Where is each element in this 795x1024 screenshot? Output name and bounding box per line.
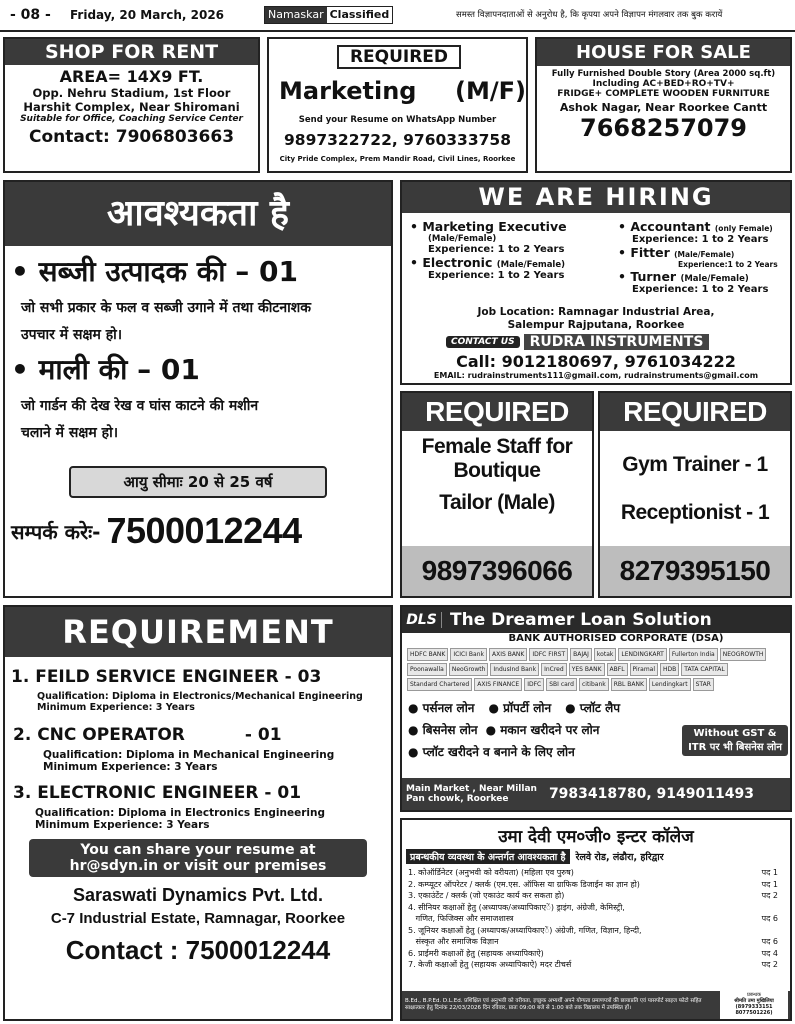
bank-logo: Lendingkart [649, 678, 691, 691]
loan-header [402, 607, 790, 633]
college-footer-text: B.Ed., B.P.Ed. D.L.Ed. प्रशिक्षित एवं अनुभवी को वरीयता, इच्छुक अभ्यर्थी अपने योग्यता प्रमाणपत्रों की छायाप्रति एवं पासपोर्ट साइज फोटो सहित साक्षात्कार हेतु दिनांक 22/03/2026 दिन रविवार, प्रातः 09:00 बजे से 1:00 बजे तक विद्यालय में उपस्थित हों। [405, 998, 702, 1011]
hiring-company: RUDRA INSTRUMENTS [524, 334, 710, 350]
job-accountant-gender: (only Female) [714, 224, 773, 233]
loan-logo: DLS [402, 612, 442, 628]
vacancy-count: पद 6 [761, 937, 778, 946]
shop-area: AREA= 14X9 FT. [59, 67, 204, 86]
college-subtitle: प्रबन्धकीय व्यवस्था के अन्तर्गत आवश्यकता है [406, 849, 570, 864]
bank-logo: Piramal [630, 663, 659, 676]
bank-logo: YES BANK [569, 663, 605, 676]
bank-logo: IDFC FIRST [529, 648, 568, 661]
req2-title: 2. CNC OPERATOR [13, 725, 185, 745]
req1-title: 1. FEILD SERVICE ENGINEER - 03 [11, 667, 322, 687]
share-box [29, 839, 367, 877]
service-personal-label: पर्सनल लोन [422, 701, 475, 715]
college-place: रेलवे रोड, लंढौरा, हरिद्वार [575, 852, 664, 863]
hindi-vacancy-ad [3, 180, 393, 598]
brand-logo [264, 6, 393, 24]
service-plot-lap-label: प्लॉट लैप [579, 701, 621, 715]
boutique-title: REQUIRED [402, 393, 592, 431]
job-turner-exp: Experience: 1 to 2 Years [632, 284, 769, 295]
job-accountant-title: Accountant [630, 219, 711, 234]
bank-logo: TATA CAPITAL [681, 663, 727, 676]
house-line1: Fully Furnished Double Story (Area 2000 sq.ft) [551, 69, 776, 79]
boutique-phone: 9897396066 [402, 546, 592, 596]
company-address: C-7 Industrial Estate, Ramnagar, Roorkee [50, 910, 346, 927]
bank-logo: ABFL [607, 663, 628, 676]
hiring-call: Call: 9012180697, 9761034222 [456, 352, 736, 371]
hindi-phone: 7500012244 [106, 510, 302, 551]
shop-rent-ad [3, 37, 260, 173]
college-sub-row [406, 849, 790, 864]
college-vacancy-row [408, 948, 788, 960]
manager-phone1: (8979333151 [735, 1004, 773, 1010]
marketing-send: Send your Resume on WhatsApp Number [298, 115, 497, 125]
bank-logo: AXIS BANK [489, 648, 527, 661]
job-fitter-gender: (Male/Female) [674, 250, 735, 259]
college-vacancy-row [408, 913, 788, 925]
job-marketing: • Marketing Executive [410, 219, 567, 234]
hindi-post2: • माली की – 01 [11, 353, 200, 386]
bank-logo: BAJAJ [570, 648, 592, 661]
college-manager [720, 991, 788, 1019]
college-vacancy-row [408, 890, 788, 902]
college-ad [400, 818, 792, 1021]
hiring-left-column [410, 219, 615, 281]
bank-logo: InCred [541, 663, 567, 676]
college-vacancy-row [408, 959, 788, 971]
loan-subtitle: BANK AUTHORISED CORPORATE (DSA) [508, 633, 724, 644]
manager-phone2: 8077501226) [735, 1010, 773, 1016]
bank-logo: HDFC BANK [407, 648, 448, 661]
marketing-role: Marketing [279, 77, 417, 105]
job-fitter: • Fitter (Male/Female) [618, 245, 735, 260]
vacancy-count: पद 1 [761, 879, 778, 889]
loan-title: The Dreamer Loan Solution [450, 610, 712, 630]
vacancy-count: पद 2 [761, 960, 778, 969]
req2-experience: Minimum Experience: 3 Years [43, 761, 218, 773]
contact-us-label: CONTACT US [446, 336, 520, 348]
req3-qualification: Qualification: Diploma in Electronics Engineering [35, 807, 325, 819]
company-name: Saraswati Dynamics Pvt. Ltd. [72, 885, 324, 905]
vacancy-text: गणित, फिजिक्स और समाजशास्त्र [408, 914, 514, 923]
house-line4: Ashok Nagar, Near Roorkee Cantt [559, 101, 768, 114]
hiring-location2: Salempur Rajputana, Roorkee [507, 319, 685, 331]
service-business: ● बिसनेस लोन [408, 723, 478, 737]
boutique-line1: Female Staff for [421, 435, 573, 458]
college-vacancy-row [408, 867, 788, 879]
bank-logo: Poonawalla [407, 663, 447, 676]
vacancy-text: 4. सीनियर कक्षाओं हेतु (अध्यापक/अध्यापिकाएें) ड्राइंग, अंग्रेजी, केमिस्ट्री, [408, 902, 625, 912]
vacancy-text: 1. कोऑर्डिनेटर (अनुभवी को वरीयता) (महिला एव पुरुष) [408, 868, 574, 877]
job-electronic-gender: (Male/Female) [496, 260, 565, 270]
req3-title: 3. ELECTRONIC ENGINEER - 01 [13, 783, 302, 803]
boutique-ad [400, 391, 594, 598]
loan-phones: 7983418780, 9149011493 [548, 786, 754, 802]
hindi-contact [11, 510, 391, 552]
hiring-contact-bar [446, 334, 709, 350]
bank-logo: LENDINGKART [618, 648, 666, 661]
req1-experience: Minimum Experience: 3 Years [37, 702, 195, 713]
boutique-line2: Boutique [453, 459, 541, 482]
service-plot-lap: ● प्लॉट लैप [565, 701, 621, 715]
house-line3: FRIDGE+ COMPLETE WOODEN FURNITURE [557, 89, 770, 99]
college-vacancy-row [408, 879, 788, 891]
service-plot-label: प्लॉट खरीदने व बनाने के लिए लोन [422, 745, 575, 759]
engineering-requirement-ad [3, 605, 393, 1021]
bank-logo: kotak [594, 648, 616, 661]
vacancy-text: 3. एकाउंटेंट / क्लर्क (जो एकाउंट कार्य कर सकता हो) [408, 891, 565, 900]
bank-logo: NEOGROWTH [720, 648, 767, 661]
req1-qualification: Qualification: Diploma in Electronics/Mechanical Engineering [37, 691, 363, 702]
booking-notice: समस्त विज्ञापनदाताओं से अनुरोध है, कि कृपया अपने विज्ञापन मंगलवार तक बुक करायें [456, 10, 723, 20]
job-marketing-title: Marketing Executive [422, 219, 567, 234]
job-marketing-exp: Experience: 1 to 2 Years [428, 244, 565, 255]
job-fitter-exp: Experience:1 to 2 Years [678, 260, 778, 269]
shop-line3: Suitable for Office, Coaching Service Center [20, 114, 243, 124]
college-vacancy-row [408, 925, 788, 937]
shop-contact: Contact: 7906803663 [28, 127, 235, 147]
gym-line1: Gym Trainer - 1 [622, 453, 768, 476]
shop-title: SHOP FOR RENT [5, 39, 258, 65]
job-accountant-exp: Experience: 1 to 2 Years [632, 234, 769, 245]
loan-footer [402, 778, 790, 810]
gym-title: REQUIRED [600, 393, 790, 431]
hindi-title: आवश्यकता है [5, 182, 391, 246]
bank-logo: IDFC [524, 678, 544, 691]
loan-address2: Pan chowk, Roorkee [406, 794, 509, 804]
marketing-address: City Pride Complex, Prem Mandir Road, Civil Lines, Roorkee [279, 155, 516, 163]
gym-phone: 8279395150 [600, 546, 790, 596]
vacancy-text: 7. केजी कक्षाओं हेतु (सहायक अध्यापिकाऐ) मदर टीचर्स [408, 960, 572, 969]
hindi-desc1a: जो सभी प्रकार के फल व सब्जी उगाने में तथा कीटनाशक [21, 300, 312, 316]
vacancy-count: पद 2 [761, 891, 778, 900]
bank-logo: Standard Chartered [407, 678, 472, 691]
vacancy-count: पद 1 [761, 868, 778, 877]
loan-ad [400, 605, 792, 812]
req2-count: - 01 [244, 725, 282, 745]
job-turner-gender: (Male/Female) [680, 274, 749, 284]
job-electronic-title: Electronic [422, 255, 493, 270]
service-business-label: बिसनेस लोन [422, 723, 478, 737]
page-number: - 08 - [10, 7, 51, 23]
vacancy-text: 6. प्राईमरी कक्षाओं हेतु (सहायक अध्यापिकाऐ) [408, 948, 544, 958]
service-property: ● प्रॉपर्टी लोन [488, 701, 552, 715]
company-contact: Contact : 7500012244 [65, 935, 331, 965]
job-turner-title: Turner [630, 269, 677, 284]
hindi-desc2a: जो गार्डन की देख रेख व घांस काटने की मशीन [21, 398, 259, 414]
vacancy-text: 2. कम्प्यूटर ऑपरेटर / क्लर्क (एम.एस. ऑफिस या ग्राफिक डिजाईन का ज्ञान हो) [408, 879, 640, 889]
marketing-mf: (M/F) [455, 77, 526, 105]
marketing-title: REQUIRED [337, 45, 461, 69]
req3-experience: Minimum Experience: 3 Years [35, 819, 210, 831]
bank-logo: ICICI Bank [450, 648, 487, 661]
hiring-title: WE ARE HIRING [402, 182, 790, 213]
job-accountant: • Accountant (only Female) [618, 219, 773, 234]
hindi-contact-label: सम्पर्क करेः- [11, 519, 101, 544]
manager-label: प्रबन्धक [746, 992, 761, 998]
hindi-post1: • सब्जी उत्पादक की – 01 [11, 255, 298, 288]
bank-logos [406, 647, 786, 695]
college-vacancy-row [408, 902, 788, 914]
service-personal: ● पर्सनल लोन [408, 701, 475, 715]
shop-line1: Opp. Nehru Stadium, 1st Floor [32, 86, 231, 100]
bank-logo: AXIS FINANCE [474, 678, 522, 691]
college-title: उमा देवी एम०जी० इन्टर कॉलेज [498, 827, 694, 847]
vacancy-count: पद 4 [761, 948, 778, 958]
bank-logo: citibank [579, 678, 609, 691]
bank-logo: RBL BANK [611, 678, 647, 691]
bank-logo: IndusInd Bank [490, 663, 539, 676]
marketing-phones: 9897322722, 9760333758 [284, 131, 511, 149]
job-marketing-gender: (Male/Female) [428, 234, 497, 244]
loan-address1: Main Market , Near Millan [406, 784, 537, 794]
share-line1: You can share your resume at [80, 842, 316, 858]
gst-badge: Without GST & ITR पर भी बिसनेस लोन [682, 725, 788, 756]
college-vacancy-row [408, 936, 788, 948]
brand-name: Namaskar [265, 7, 327, 23]
requirement-title: REQUIREMENT [5, 607, 391, 657]
hindi-desc1b: उपचार में सक्षम हो। [21, 327, 123, 343]
job-turner: • Turner (Male/Female) [618, 269, 749, 284]
page-date: Friday, 20 March, 2026 [70, 8, 225, 22]
bank-logo: STAR [693, 678, 714, 691]
service-house-label: मकान खरीदने पर लोन [500, 723, 600, 737]
service-house: ● मकान खरीदने पर लोन [485, 723, 600, 737]
hiring-right-column [618, 219, 790, 295]
vacancy-text: 5. जूनियर कक्षाओं हेतु (अध्यापक/अध्यापिकाएें) अंग्रेजी, गणित, विज्ञान, हिन्दी, [408, 925, 642, 935]
manager-name: श्रीमति उमा मुखिलिया [734, 998, 774, 1004]
college-footer [402, 991, 790, 1019]
job-fitter-title: Fitter [630, 245, 670, 260]
req2-qualification: Qualification: Diploma in Mechanical Engineering [43, 749, 335, 761]
hiring-location1: Job Location: Ramnagar Industrial Area, [477, 306, 715, 318]
gym-line2: Receptionist - 1 [620, 501, 770, 524]
bank-logo: HDB [660, 663, 679, 676]
share-line2: hr@sdyn.in or visit our premises [69, 858, 327, 874]
house-title: HOUSE FOR SALE [537, 39, 790, 66]
service-property-label: प्रॉपर्टी लोन [503, 701, 552, 715]
hindi-desc2b: चलाने में सक्षम हो। [21, 425, 119, 441]
service-plot: ● प्लॉट खरीदने व बनाने के लिए लोन [408, 745, 575, 759]
marketing-ad [267, 37, 528, 173]
job-electronic: • Electronic (Male/Female) [410, 255, 565, 270]
bank-logo: Fullerton India [669, 648, 718, 661]
house-sale-ad [535, 37, 792, 173]
hiring-email: EMAIL: rudrainstruments111@gmail.com, rudrainstruments@gmail.com [433, 371, 759, 380]
gym-ad [598, 391, 792, 598]
hiring-ad [400, 180, 792, 385]
vacancy-text: संस्कृत और समाजिक विज्ञान [408, 937, 499, 946]
college-vacancy-list [408, 867, 788, 971]
bank-logo: SBI card [546, 678, 577, 691]
job-electronic-exp: Experience: 1 to 2 Years [428, 270, 565, 281]
house-line2: Including AC+BED+RO+TV+ [592, 79, 735, 89]
bank-logo: NeoGrowth [449, 663, 489, 676]
hindi-age: आयु सीमाः 20 से 25 वर्ष [69, 466, 327, 498]
req2-title-row [13, 725, 391, 745]
shop-line2: Harshit Complex, Near Shiromani [23, 100, 240, 114]
page-header [0, 0, 795, 32]
boutique-line3: Tailor (Male) [439, 491, 555, 514]
house-phone: 7668257079 [580, 114, 747, 142]
vacancy-count: पद 6 [761, 914, 778, 923]
brand-section: Classified [329, 8, 390, 21]
